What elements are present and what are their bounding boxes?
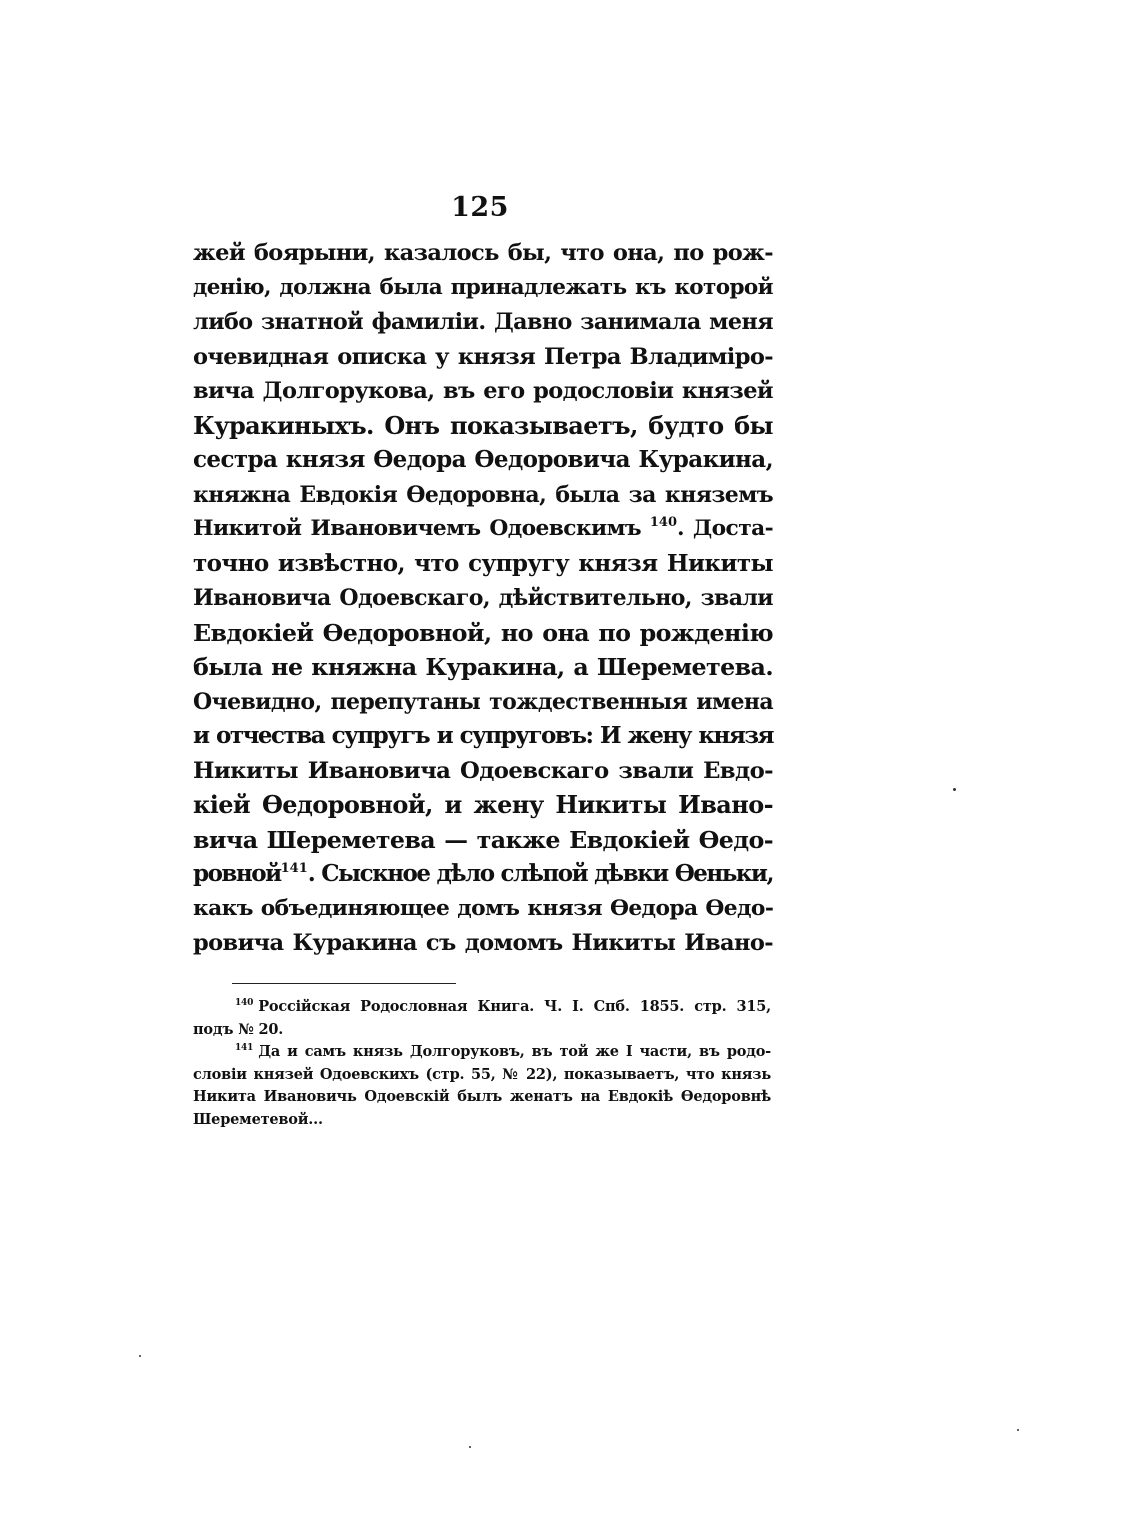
- scan-speck: [469, 1446, 471, 1448]
- scan-speck: [1017, 1429, 1019, 1431]
- footnote-text: Да и самъ князь Долгоруковъ, въ той же I части, въ родо-: [258, 1043, 771, 1060]
- footnote-text: Шереметевой...: [193, 1110, 323, 1128]
- text-line-with-footnote-ref: [193, 857, 773, 892]
- text-line: и отчества супругъ и супруговъ: И жену князя: [193, 722, 773, 749]
- text-line: Куракиныхъ. Онъ показываетъ, будто бы: [193, 410, 773, 440]
- scan-speck: [953, 788, 956, 791]
- text-fragment: . Доста-: [677, 516, 773, 541]
- text-line: была не княжна Куракина, а Шереметева.: [193, 653, 773, 681]
- footnote-text: словіи князей Одоевскихъ (стр. 55, № 22), показываетъ, что князь: [193, 1065, 771, 1083]
- footnote-number: 140: [235, 998, 254, 1008]
- text-fragment: Никитой Ивановичемъ Одоевскимъ: [193, 516, 641, 541]
- footnote-text: Никита Ивановичь Одоевскій былъ женатъ на Евдокіѣ Өедоровнѣ: [193, 1088, 771, 1105]
- text-line: денію, должна была принадлежать къ которой: [193, 274, 773, 300]
- footnote-140: [193, 996, 771, 1019]
- text-line: сестра князя Өедора Өедоровича Куракина,: [193, 446, 773, 473]
- text-line: кіей Өедоровной, и жену Никиты Ивано-: [193, 790, 773, 819]
- text-line: Ивановича Одоевскаго, дѣйствительно, звали: [193, 585, 773, 611]
- text-line: княжна Евдокія Өедоровна, была за княземъ: [193, 481, 773, 508]
- scan-speck: [139, 1355, 141, 1357]
- text-line-with-footnote-ref: [193, 512, 773, 547]
- footnote-ref-140[interactable]: 140: [649, 515, 678, 530]
- text-fragment: ровной: [193, 860, 281, 887]
- footnotes: [193, 996, 771, 1131]
- text-line: какъ объединяющее домъ князя Өедора Өедо-: [193, 895, 774, 921]
- main-text: [193, 236, 773, 961]
- text-line: очевидная описка у князя Петра Владиміро-: [193, 343, 773, 370]
- text-line: вича Шереметева — также Евдокіей Өедо-: [193, 825, 773, 854]
- text-line: либо знатной фамиліи. Давно занимала меня: [193, 309, 773, 335]
- text-line: Никиты Ивановича Одоевскаго звали Евдо-: [193, 757, 773, 784]
- text-line: вича Долгорукова, въ его родословіи князей: [193, 378, 773, 404]
- footnote-text: подъ № 20.: [193, 1020, 284, 1038]
- text-line: точно извѣстно, что супругу князя Никиты: [193, 549, 773, 577]
- page-number: 125: [451, 192, 509, 223]
- footnote-number: 141: [235, 1043, 254, 1053]
- text-line: Евдокіей Өедоровной, но она по рожденію: [193, 618, 773, 647]
- footnote-text: Россійская Родословная Книга. Ч. I. Спб. 1855. стр. 315,: [258, 998, 771, 1015]
- footnote-141: [193, 1041, 771, 1064]
- text-fragment: . Сыскное дѣло слѣпой дѣвки Өеньки,: [307, 860, 773, 887]
- footnote-ref-141[interactable]: 141: [280, 861, 308, 876]
- text-line: Очевидно, перепутаны тождественныя имена: [193, 688, 773, 715]
- footnote-separator: [232, 983, 456, 984]
- text-line: ровича Куракина съ домомъ Никиты Ивано-: [193, 930, 773, 956]
- text-line: жей боярыни, казалось бы, что она, по рож-: [193, 240, 773, 266]
